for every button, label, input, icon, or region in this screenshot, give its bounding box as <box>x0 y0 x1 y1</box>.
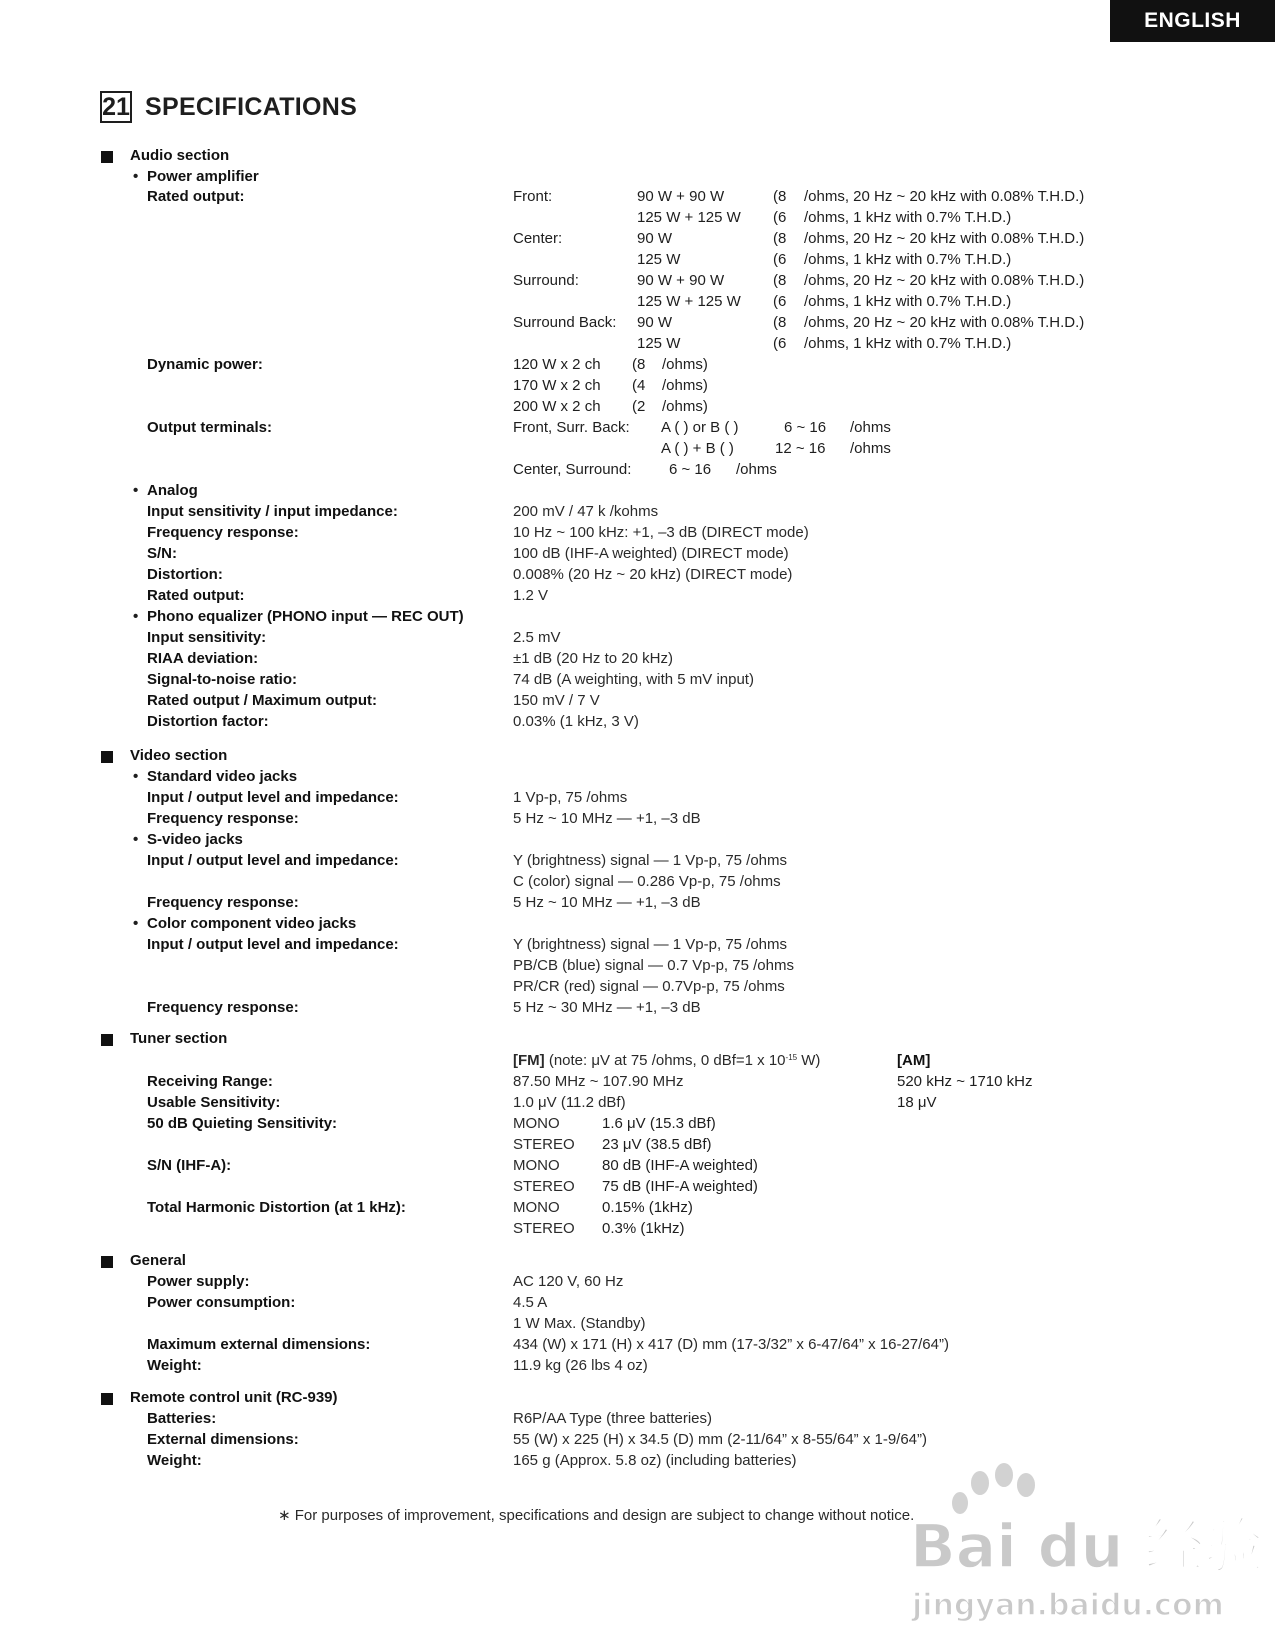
mode-value: 0.3% (1kHz) <box>602 1220 685 1237</box>
spec-value <box>513 976 785 997</box>
s-video-heading: S-video jacks <box>147 831 243 848</box>
spec-label: Input sensitivity: <box>147 629 267 646</box>
phono-equalizer-heading: Phono equalizer (PHONO input — REC OUT) <box>147 608 464 625</box>
spec-label: Weight: <box>147 1452 202 1469</box>
fm-label: [FM] <box>513 1052 545 1069</box>
fm-note: (note: μV at 75 /ohms, 0 dBf=1 x 10 <box>544 1052 786 1069</box>
spec-value: 11.9 kg (26 lbs 4 oz) <box>513 1357 648 1374</box>
mode-value: 80 dB (IHF-A weighted) <box>602 1157 758 1174</box>
output-terminals-range: 6 ~ 16 <box>669 461 712 478</box>
spec-value: 5 Hz ~ 10 MHz — +1, –3 dB <box>513 894 701 911</box>
rated-channel: Front: <box>513 188 553 205</box>
rated-impedance: (6 <box>773 293 787 310</box>
dynamic-power-value: 200 W x 2 ch <box>513 398 601 415</box>
section-number: 21 <box>100 91 132 123</box>
dynamic-power-unit: /ohms) <box>662 377 708 394</box>
spec-value: 165 g (Approx. 5.8 oz) (including batteries) <box>513 1452 797 1469</box>
bullet-icon: • <box>133 608 139 625</box>
mode-label: MONO <box>513 1157 560 1174</box>
rated-power: 125 W + 125 W <box>637 293 741 310</box>
rated-channel: Surround: <box>513 272 579 289</box>
fm-value: 87.50 MHz ~ 107.90 MHz <box>513 1073 684 1090</box>
mode-value: 1.6 μV (15.3 dBf) <box>602 1115 716 1132</box>
general-section-heading: General <box>130 1252 186 1269</box>
spec-label: Maximum external dimensions: <box>147 1336 371 1353</box>
rated-condition: /ohms, 1 kHz with 0.7% T.H.D.) <box>804 209 1012 226</box>
watermark-logo <box>900 1455 1265 1635</box>
spec-value: 150 mV / 7 V <box>513 692 600 709</box>
spec-label: Frequency response: <box>147 999 299 1016</box>
spec-label: Power consumption: <box>147 1294 296 1311</box>
rated-output-label: Rated output: <box>147 188 245 205</box>
paw-icon <box>951 1462 1036 1515</box>
rated-condition: /ohms, 1 kHz with 0.7% T.H.D.) <box>804 251 1012 268</box>
pb-cb-label: PB/CB <box>513 957 559 974</box>
dynamic-power-unit: /ohms) <box>662 398 708 415</box>
output-terminals-label: Output terminals: <box>147 419 273 436</box>
watermark-logo-text: Bai du 经验 <box>910 1512 1265 1582</box>
spec-label: Signal-to-noise ratio: <box>147 671 297 688</box>
spec-label: Weight: <box>147 1357 202 1374</box>
rated-power: 90 W <box>637 230 673 247</box>
output-terminals-config: A ( ) + B ( ) <box>661 440 734 457</box>
bullet-icon: • <box>133 482 139 499</box>
rated-impedance: (8 <box>773 272 787 289</box>
output-terminals-unit: /ohms <box>850 440 891 457</box>
spec-label: Input / output level and impedance: <box>147 936 399 953</box>
spec-value: Y (brightness) signal — 1 Vp-p, 75 /ohms <box>513 852 788 869</box>
spec-value: 434 (W) x 171 (H) x 417 (D) mm (17-3/32” x 6-47/64” x 16-27/64”) <box>513 1336 949 1353</box>
pb-cb-value: (blue) signal — 0.7 Vp-p, 75 /ohms <box>558 957 794 974</box>
spec-value: 10 Hz ~ 100 kHz: +1, –3 dB (DIRECT mode) <box>513 524 809 541</box>
spec-value: 100 dB (IHF-A weighted) (DIRECT mode) <box>513 545 789 562</box>
analog-heading: Analog <box>147 482 198 499</box>
spec-label: Rated output / Maximum output: <box>147 692 377 709</box>
spec-label: Total Harmonic Distortion (at 1 kHz): <box>147 1199 406 1216</box>
language-tab: ENGLISH <box>1110 0 1275 42</box>
dynamic-power-label: Dynamic power: <box>147 356 263 373</box>
am-value: 18 μV <box>897 1094 937 1111</box>
mode-value: 0.15% (1kHz) <box>602 1199 693 1216</box>
spec-value: 4.5 A <box>513 1294 548 1311</box>
rated-channel: Surround Back: <box>513 314 617 331</box>
rated-condition: /ohms, 20 Hz ~ 20 kHz with 0.08% T.H.D.) <box>804 188 1085 205</box>
spec-label: S/N (IHF-A): <box>147 1157 232 1174</box>
rated-condition: /ohms, 20 Hz ~ 20 kHz with 0.08% T.H.D.) <box>804 314 1085 331</box>
mode-label: MONO <box>513 1199 560 1216</box>
fm-note-end: W) <box>797 1052 821 1069</box>
spec-label: Power supply: <box>147 1273 250 1290</box>
spec-value: R6P/AA Type (three batteries) <box>513 1410 712 1427</box>
spec-label: Batteries: <box>147 1410 217 1427</box>
bullet-icon: • <box>133 915 139 932</box>
dynamic-power-unit: /ohms) <box>662 356 708 373</box>
rated-condition: /ohms, 1 kHz with 0.7% T.H.D.) <box>804 335 1012 352</box>
spec-value: 1 W Max. (Standby) <box>513 1315 646 1332</box>
am-value: 520 kHz ~ 1710 kHz <box>897 1073 1033 1090</box>
power-amplifier-heading: Power amplifier <box>147 168 259 185</box>
output-terminals-unit: /ohms <box>736 461 777 478</box>
spec-label: Frequency response: <box>147 810 299 827</box>
spec-label: Receiving Range: <box>147 1073 273 1090</box>
rated-condition: /ohms, 20 Hz ~ 20 kHz with 0.08% T.H.D.) <box>804 230 1085 247</box>
dynamic-power-impedance: (4 <box>632 377 646 394</box>
spec-value: 2.5 mV <box>513 629 561 646</box>
square-bullet-icon <box>101 1034 113 1046</box>
spec-value: 5 Hz ~ 30 MHz — +1, –3 dB <box>513 999 701 1016</box>
output-terminals-unit: /ohms <box>850 419 891 436</box>
rated-power: 90 W <box>637 314 673 331</box>
spec-label: Distortion factor: <box>147 713 269 730</box>
spec-label: Usable Sensitivity: <box>147 1094 281 1111</box>
spec-value: 74 dB (A weighting, with 5 mV input) <box>513 671 754 688</box>
spec-label: External dimensions: <box>147 1431 299 1448</box>
rated-impedance: (8 <box>773 314 787 331</box>
rated-impedance: (8 <box>773 230 787 247</box>
rated-impedance: (6 <box>773 335 787 352</box>
spec-value: 1 Vp-p, 75 /ohms <box>513 789 628 806</box>
mode-value: 75 dB (IHF-A weighted) <box>602 1178 758 1195</box>
pr-cr-value: (red) signal — 0.7Vp-p, 75 /ohms <box>559 978 785 995</box>
section-title: SPECIFICATIONS <box>145 92 358 121</box>
spec-value: 0.008% (20 Hz ~ 20 kHz) (DIRECT mode) <box>513 566 793 583</box>
rated-condition: /ohms, 1 kHz with 0.7% T.H.D.) <box>804 293 1012 310</box>
rated-power: 125 W <box>637 251 681 268</box>
spec-label: 50 dB Quieting Sensitivity: <box>147 1115 338 1132</box>
spec-label: Input sensitivity / input impedance: <box>147 503 398 520</box>
bullet-icon: • <box>133 168 139 185</box>
video-section-heading: Video section <box>130 747 228 764</box>
spec-value: ±1 dB (20 Hz to 20 kHz) <box>513 650 673 667</box>
output-terminals-range: 12 ~ 16 <box>775 440 826 457</box>
spec-label: Distortion: <box>147 566 223 583</box>
spec-value: 0.03% (1 kHz, 3 V) <box>513 713 639 730</box>
square-bullet-icon <box>101 151 113 163</box>
rated-condition: /ohms, 20 Hz ~ 20 kHz with 0.08% T.H.D.) <box>804 272 1085 289</box>
spec-value: Y (brightness) signal — 1 Vp-p, 75 /ohms <box>513 936 788 953</box>
fm-header <box>513 1050 820 1071</box>
output-terminals-channel: Front, Surr. Back: <box>513 419 630 436</box>
dynamic-power-impedance: (8 <box>632 356 646 373</box>
rated-impedance: (8 <box>773 188 787 205</box>
output-terminals-config: A ( ) or B ( ) <box>661 419 739 436</box>
rated-power: 125 W <box>637 335 681 352</box>
spec-label: Rated output: <box>147 587 245 604</box>
fm-exponent: -15 <box>785 1053 798 1062</box>
bullet-icon: • <box>133 768 139 785</box>
spec-value: 1.2 V <box>513 587 549 604</box>
dynamic-power-impedance: (2 <box>632 398 646 415</box>
spec-value: 5 Hz ~ 10 MHz — +1, –3 dB <box>513 810 701 827</box>
mode-label: STEREO <box>513 1136 575 1153</box>
rated-power: 90 W + 90 W <box>637 272 725 289</box>
square-bullet-icon <box>101 751 113 763</box>
audio-section-heading: Audio section <box>130 147 230 164</box>
spec-value: 55 (W) x 225 (H) x 34.5 (D) mm (2-11/64” x 8-55/64” x 1-9/64”) <box>513 1431 928 1448</box>
spec-value <box>513 955 794 976</box>
spec-label: RIAA deviation: <box>147 650 259 667</box>
output-terminals-range: 6 ~ 16 <box>784 419 827 436</box>
rated-power: 125 W + 125 W <box>637 209 741 226</box>
spec-label: Input / output level and impedance: <box>147 789 399 806</box>
standard-video-heading: Standard video jacks <box>147 768 298 785</box>
spec-value: C (color) signal — 0.286 Vp-p, 75 /ohms <box>513 873 781 890</box>
spec-label: S/N: <box>147 545 177 562</box>
mode-label: MONO <box>513 1115 560 1132</box>
page-title <box>100 91 357 123</box>
rated-impedance: (6 <box>773 251 787 268</box>
fm-value: 1.0 μV (11.2 dBf) <box>513 1094 626 1111</box>
mode-label: STEREO <box>513 1220 575 1237</box>
square-bullet-icon <box>101 1256 113 1268</box>
spec-label: Input / output level and impedance: <box>147 852 399 869</box>
rated-power: 90 W + 90 W <box>637 188 725 205</box>
square-bullet-icon <box>101 1393 113 1405</box>
watermark-url: jingyan.baidu.com <box>912 1588 1224 1623</box>
spec-value: 200 mV / 47 k /kohms <box>513 503 659 520</box>
dynamic-power-value: 170 W x 2 ch <box>513 377 601 394</box>
rated-impedance: (6 <box>773 209 787 226</box>
mode-label: STEREO <box>513 1178 575 1195</box>
remote-section-heading: Remote control unit (RC-939) <box>130 1389 338 1406</box>
mode-value: 23 μV (38.5 dBf) <box>602 1136 712 1153</box>
rated-channel: Center: <box>513 230 563 247</box>
dynamic-power-value: 120 W x 2 ch <box>513 356 601 373</box>
am-label: [AM] <box>897 1052 931 1069</box>
footnote: ∗ For purposes of improvement, specifications and design are subject to change without notice. <box>278 1507 915 1524</box>
spec-value: AC 120 V, 60 Hz <box>513 1273 624 1290</box>
tuner-section-heading: Tuner section <box>130 1030 228 1047</box>
pr-cr-label: PR/CR <box>513 978 560 995</box>
output-terminals-channel: Center, Surround: <box>513 461 632 478</box>
bullet-icon: • <box>133 831 139 848</box>
component-video-heading: Color component video jacks <box>147 915 357 932</box>
spec-label: Frequency response: <box>147 524 299 541</box>
spec-label: Frequency response: <box>147 894 299 911</box>
